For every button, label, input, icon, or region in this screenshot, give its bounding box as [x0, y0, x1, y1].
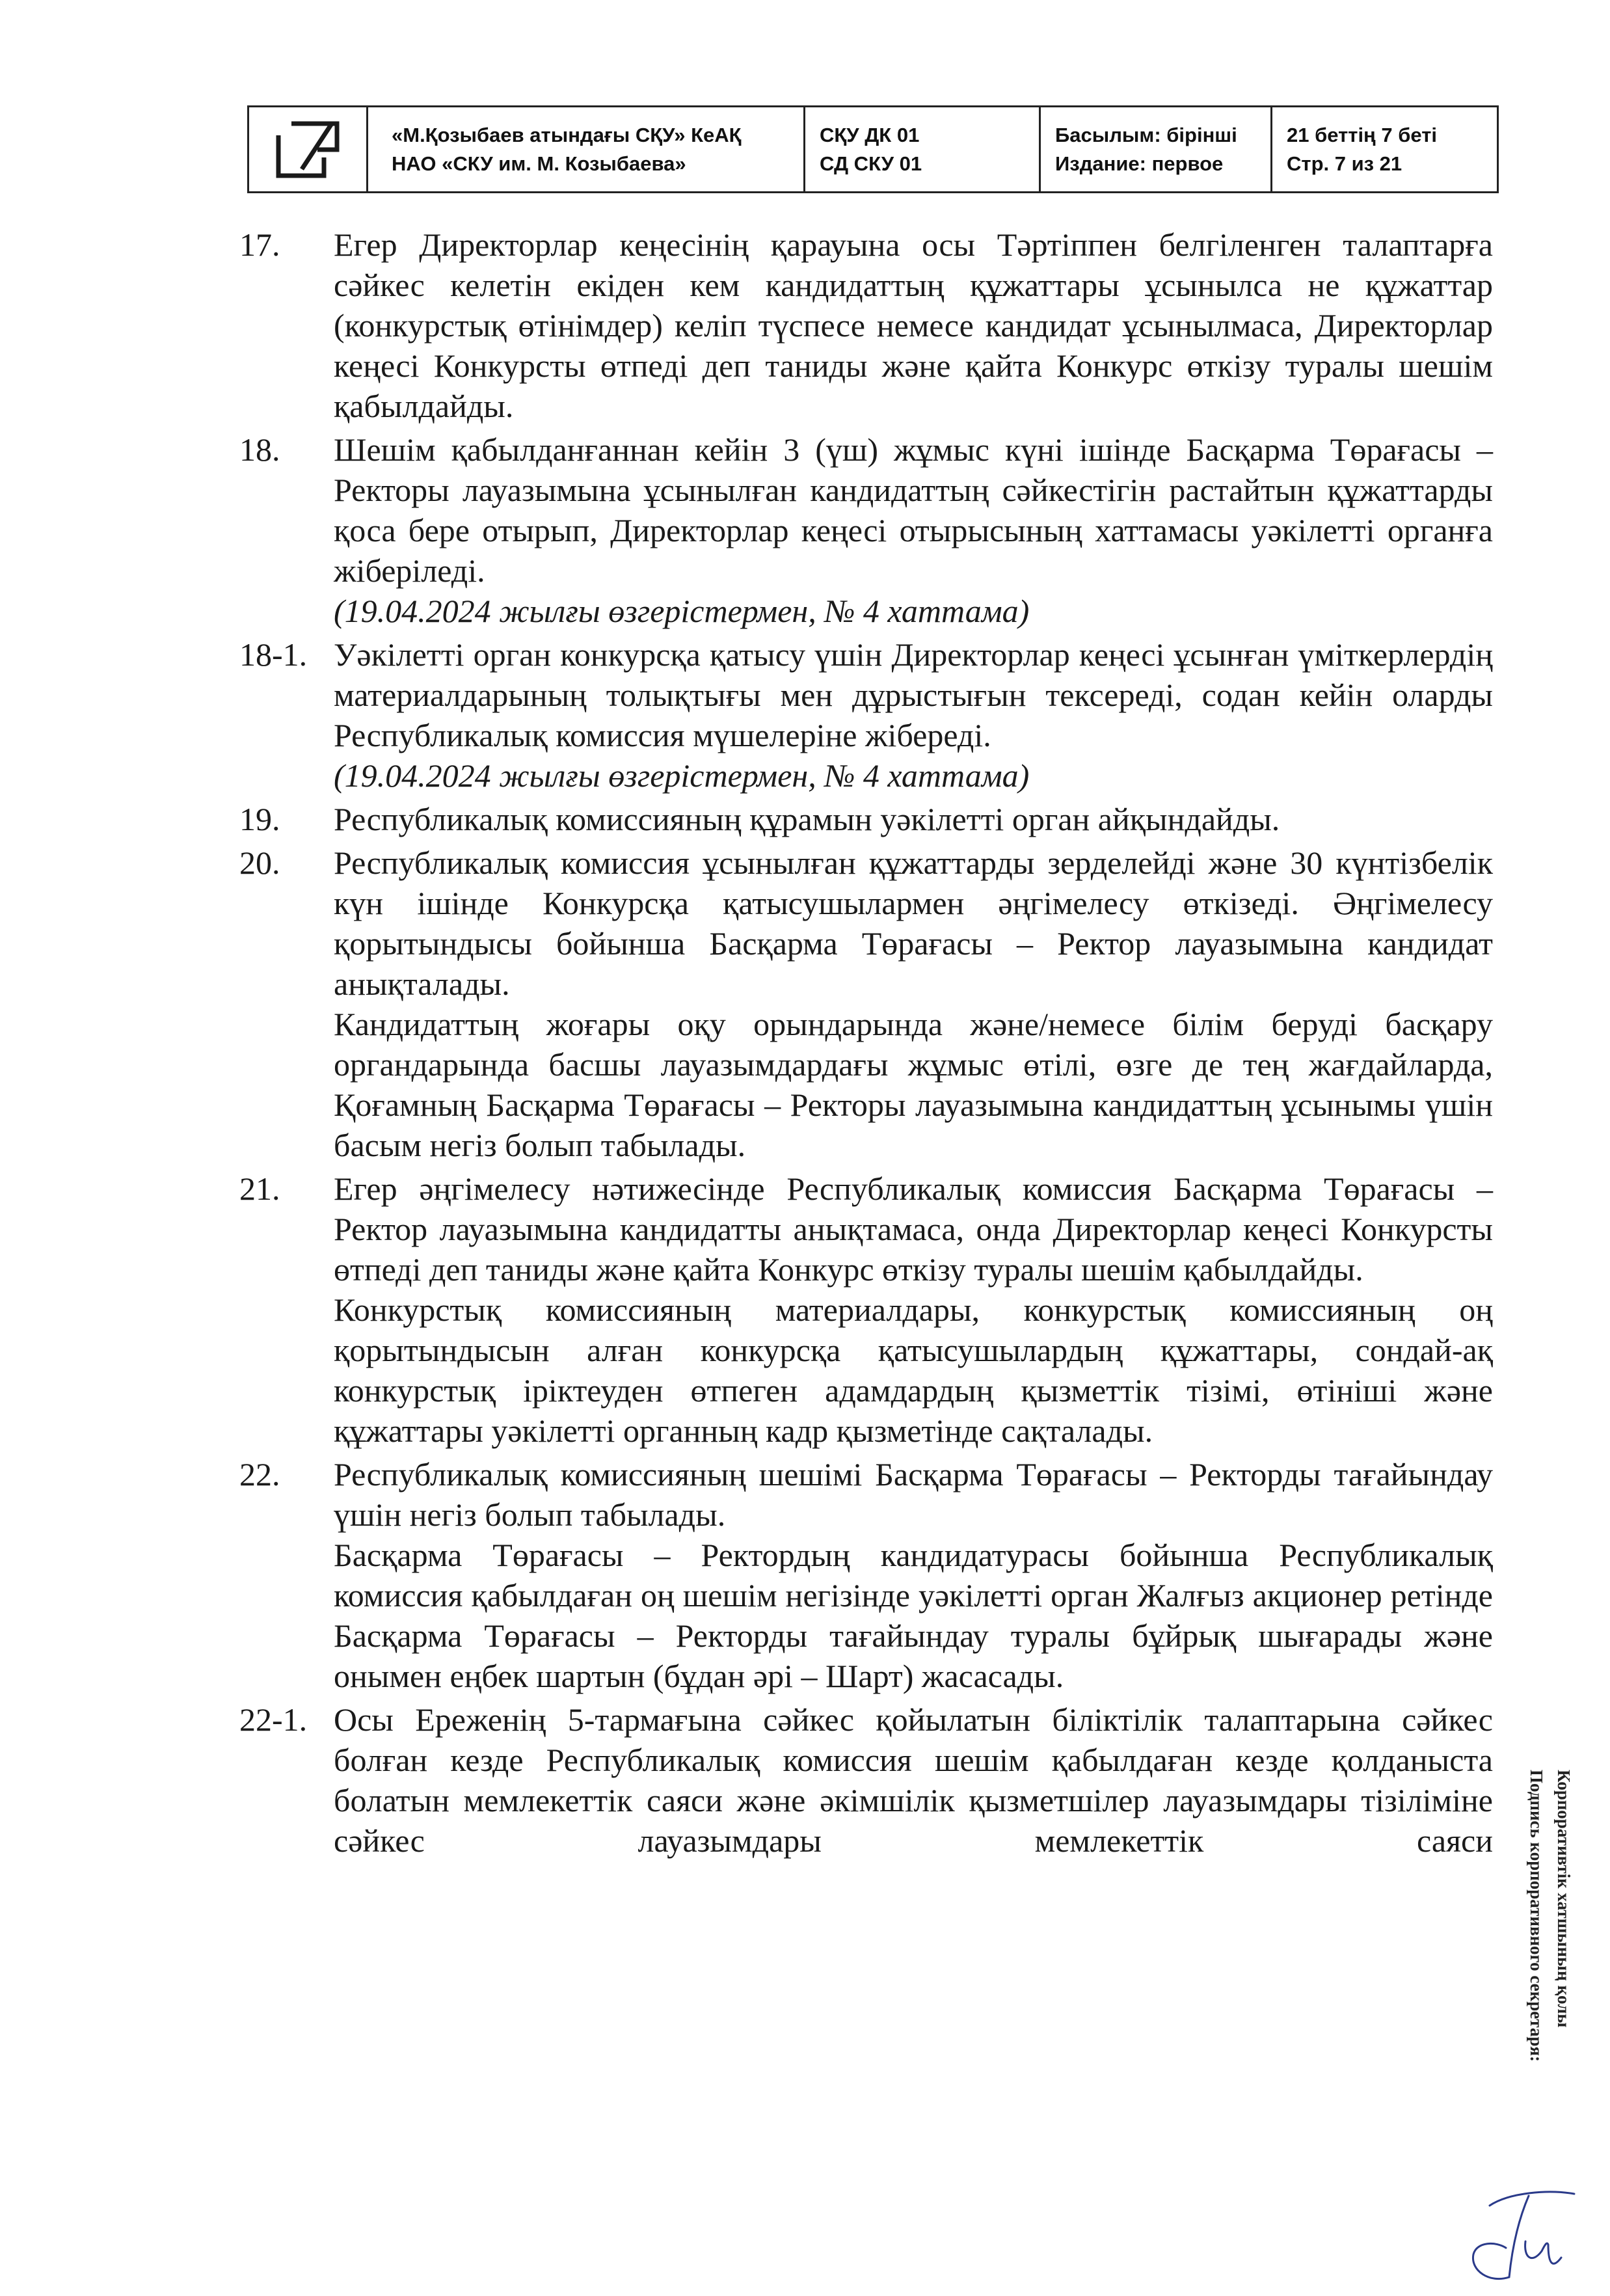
- paragraph: Республикалық комиссия ұсынылған құжаттарды зерделейді және 30 күнтізбелік күн ішінде Конкурсқа қатысушылармен әңгімелесу өткізеді. Әңгімелесу қорытындысы бойынша Басқарма Төрағасы – Ректор лауазымына кандидат анықталады.: [334, 844, 1493, 1002]
- item-body: [334, 1168, 1493, 1451]
- header-edition: [1041, 107, 1272, 191]
- item-number: 17.: [239, 226, 280, 263]
- item-number: 22-1.: [239, 1701, 308, 1738]
- item-number: 22.: [239, 1456, 280, 1492]
- margin-note-ru: Подпись корпоративного секретаря:: [1527, 1770, 1546, 2062]
- paragraph: Республикалық комиссияның шешімі Басқарма Төрағасы – Ректорды тағайындау үшін негіз болып табылады.: [334, 1456, 1493, 1533]
- item-body: [334, 1454, 1493, 1696]
- header-page-number: [1272, 107, 1497, 191]
- edition-ru: Издание: первое: [1055, 152, 1224, 175]
- list-item: [0, 799, 1610, 839]
- logo-icon: [272, 117, 343, 182]
- item-body: [334, 634, 1493, 796]
- org-name-ru: НАО «СКУ им. М. Козыбаева»: [392, 152, 686, 175]
- paragraph: Басқарма Төрағасы – Ректордың кандидатурасы бойынша Республикалық комиссия қабылдаған оң шешім негізінде уәкілетті орган Жалғыз акционер ретінде Басқарма Төрағасы – Ректорды тағайындау туралы бұйрық шығарады және онымен еңбек шартын (бұдан әрі – Шарт) жасасады.: [334, 1537, 1493, 1694]
- paragraph: Конкурстық комиссияның материалдары, конкурстық комиссияның оң қорытындысын алған конкурсқа қатысушылардың құжаттары, сондай-ақ конкурстық іріктеуден өтпеген адамдардың қызметтік тізімі, өтініші және құжаттары уәкілетті органның кадр қызметінде сақталады.: [334, 1291, 1493, 1449]
- item-number: 18.: [239, 431, 280, 468]
- edition-kz: Басылым: бірінші: [1055, 123, 1237, 146]
- margin-signature-note: [1508, 1770, 1596, 2121]
- header-doc-code: [805, 107, 1041, 191]
- item-number: 21.: [239, 1170, 280, 1207]
- list-item: [0, 634, 1610, 796]
- page-number-kz: 21 беттің 7 беті: [1287, 123, 1438, 146]
- item-number: 19.: [239, 801, 280, 837]
- document-body: [0, 224, 1610, 1864]
- paragraph: Егер Директорлар кеңесінің қарауына осы Тәртіппен белгіленген талаптарға сәйкес келетін екіден кем кандидаттың құжаттары ұсынылса не құжаттар (конкурстық өтінімдер) келіп түспесе немесе кандидат ұсынылмаса, Директорлар кеңесі Конкурсты өтпеді деп таниды және қайта Конкурс өткізу туралы шешім қабылдайды.: [334, 226, 1493, 424]
- item-number: 20.: [239, 844, 280, 881]
- item-number: 18-1.: [239, 636, 308, 673]
- paragraph: Осы Ереженің 5-тармағына сәйкес қойылатын біліктілік талаптарына сәйкес болған кезде Республикалық комиссия шешім қабылдаған кезде қолданыста болатын мемлекеттік саяси және әкімшілік қызметшілер лауазымдары тізіліміне сәйкес лауазымдары мемлекеттік саяси: [334, 1701, 1493, 1859]
- paragraph: Егер әңгімелесу нәтижесінде Республикалық комиссия Басқарма Төрағасы – Ректор лауазымына кандидатты анықтамаса, онда Директорлар кеңесі Конкурсты өтпеді деп таниды және қайта Конкурс өткізу туралы шешім қабылдайды.: [334, 1170, 1493, 1288]
- item-body: [334, 224, 1493, 426]
- header-organization: [368, 107, 805, 191]
- item-body: [334, 843, 1493, 1165]
- doc-code-ru: СД СКУ 01: [820, 152, 922, 175]
- list-item: [0, 224, 1610, 426]
- list-item: [0, 1168, 1610, 1451]
- margin-note-kz: Корпоративтік хатшының қолы: [1554, 1770, 1574, 2028]
- org-name-kz: «М.Қозыбаев атындағы СҚУ» КеАҚ: [392, 123, 742, 146]
- doc-code-kz: СҚУ ДК 01: [820, 123, 920, 146]
- list-item: [0, 1454, 1610, 1696]
- university-logo: [249, 107, 368, 191]
- list-item: [0, 843, 1610, 1165]
- paragraph: Кандидаттың жоғары оқу орындарында және/немесе білім беруді басқару органдарында басшы лауазымдардағы жұмыс өтілі, өзге де тең жағдайларда, Қоғамның Басқарма Төрағасы – Ректоры лауазымына кандидаттың ұсынымы үшін басым негіз болып табылады.: [334, 1006, 1493, 1163]
- paragraph: Республикалық комиссияның құрамын уәкілетті орган айқындайды.: [334, 801, 1280, 837]
- paragraph: Уәкілетті орган конкурсқа қатысу үшін Директорлар кеңесі ұсынған үміткерлердің материалдарының толықтығы мен дұрыстығын тексереді, содан кейін оларды Республикалық комиссия мүшелеріне жібереді.: [334, 636, 1493, 753]
- item-body: [334, 1699, 1493, 1861]
- page-number-ru: Стр. 7 из 21: [1287, 152, 1402, 175]
- item-body: [334, 799, 1493, 839]
- list-item: [0, 1699, 1610, 1861]
- item-body: [334, 429, 1493, 631]
- amendment-note: (19.04.2024 жылғы өзгерістермен, № 4 хаттама): [334, 757, 1030, 794]
- amendment-note: (19.04.2024 жылғы өзгерістермен, № 4 хаттама): [334, 593, 1030, 629]
- document-header: [247, 105, 1499, 193]
- paragraph: Шешім қабылданғаннан кейін 3 (үш) жұмыс күні ішінде Басқарма Төрағасы – Ректоры лауазымына ұсынылған кандидаттың сәйкестігін растайтын құжаттарды қоса бере отырып, Директорлар кеңесі отырысының хаттамасы уәкілетті органға жіберіледі.: [334, 431, 1493, 589]
- handwritten-signature: [1451, 2180, 1587, 2290]
- list-item: [0, 429, 1610, 631]
